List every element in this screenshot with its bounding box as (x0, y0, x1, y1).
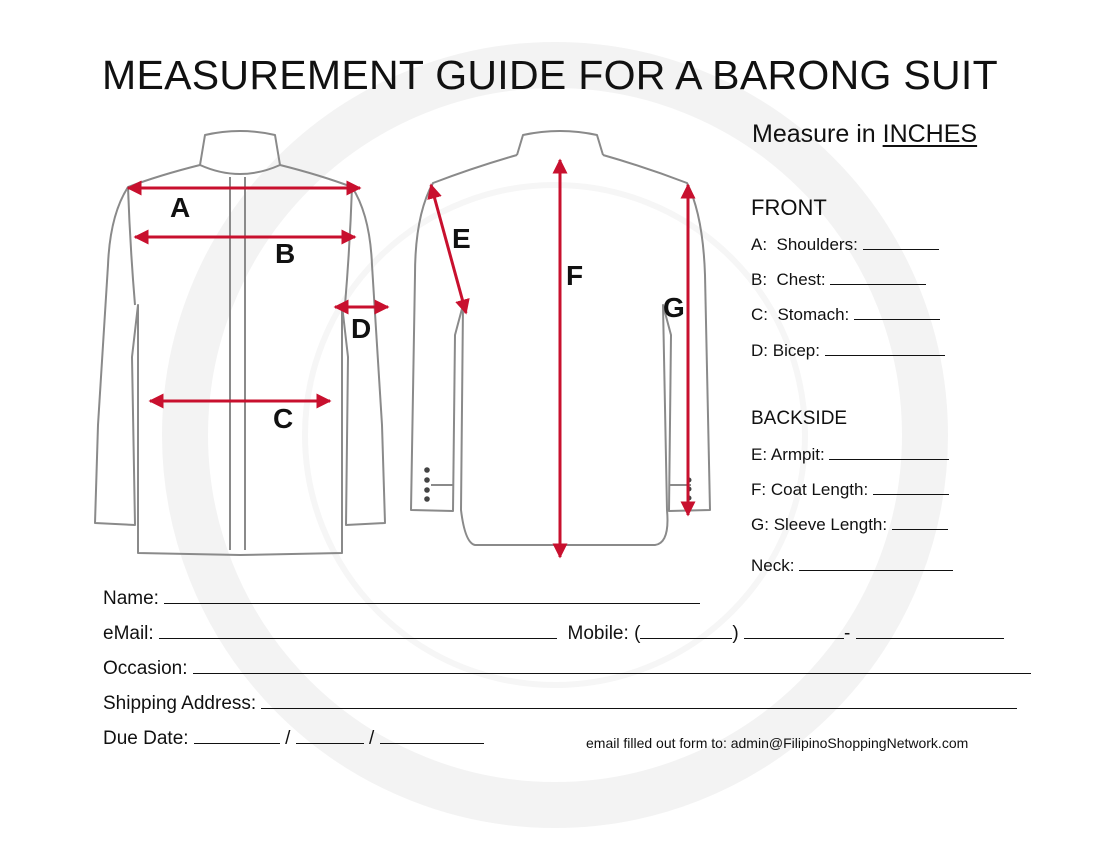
label-e: E (452, 223, 471, 254)
front-body-outline (95, 165, 385, 555)
back-collar (517, 131, 603, 155)
label-b: B (275, 238, 296, 269)
neck-field[interactable] (799, 556, 953, 571)
front-jacket-diagram (80, 125, 410, 565)
back-heading: BACKSIDE (751, 408, 848, 429)
unit-prefix: Measure in (752, 120, 876, 148)
item-label: Chest: (776, 270, 826, 289)
unit-instruction (752, 120, 977, 149)
bicep-field[interactable] (825, 341, 945, 356)
due-day-field[interactable] (296, 729, 364, 744)
address-field[interactable] (261, 694, 1017, 709)
front-heading: FRONT (751, 195, 827, 220)
due-year-field[interactable] (380, 729, 484, 744)
back-jacket-diagram (405, 125, 715, 565)
mobile-label: Mobile: (567, 623, 629, 644)
mobile-number-field[interactable] (856, 624, 1004, 639)
name-row (103, 588, 700, 610)
label-a: A (170, 192, 191, 223)
label-c: C (273, 403, 294, 434)
address-label: Shipping Address: (103, 693, 257, 714)
email-field[interactable] (159, 624, 557, 639)
label-f: F (566, 260, 584, 291)
page-title: MEASUREMENT GUIDE FOR A BARONG SUIT (102, 52, 998, 98)
stomach-field[interactable] (854, 305, 940, 320)
sleeve-length-field[interactable] (892, 515, 948, 530)
due-month-field[interactable] (194, 729, 280, 744)
address-row (103, 693, 1017, 715)
email-label: eMail: (103, 623, 154, 644)
item-key: F: (751, 480, 767, 499)
coat-length-field[interactable] (873, 480, 949, 495)
front-item-shoulders (751, 235, 939, 255)
shoulders-field[interactable] (863, 235, 939, 250)
item-key: E: (751, 445, 768, 464)
neck-item (751, 556, 953, 576)
due-date-label: Due Date: (103, 728, 189, 749)
email-instruction: email filled out form to: admin@FilipinoShoppingNetwork.com (586, 735, 969, 751)
item-label: Sleeve Length: (773, 515, 888, 534)
occasion-label: Occasion: (103, 658, 188, 679)
label-g: G (663, 292, 685, 323)
item-label: Stomach: (777, 305, 850, 324)
front-collar (200, 131, 280, 174)
back-item-armpit (751, 445, 949, 465)
occasion-row (103, 658, 1031, 680)
back-item-coat-length (751, 480, 949, 500)
name-field[interactable] (164, 589, 700, 604)
item-label: Shoulders: (776, 235, 858, 254)
due-date-row (103, 728, 484, 750)
armpit-field[interactable] (829, 445, 949, 460)
neck-label: Neck: (751, 556, 795, 575)
label-d: D (351, 313, 372, 344)
mobile-paren-open: ( (634, 623, 641, 644)
occasion-field[interactable] (193, 659, 1031, 674)
email-mobile-row (103, 623, 1004, 645)
item-key: D: (751, 341, 768, 360)
date-separator: / (368, 728, 375, 749)
item-key: B: (751, 270, 768, 289)
front-item-bicep (751, 341, 945, 361)
item-key: A: (751, 235, 768, 254)
mobile-area-code-field[interactable] (640, 624, 732, 639)
item-label: Bicep: (772, 341, 820, 360)
unit-emphasis: INCHES (882, 120, 978, 148)
mobile-paren-close: ) (732, 623, 739, 644)
back-item-sleeve-length (751, 515, 948, 535)
date-separator: / (285, 728, 291, 749)
front-item-chest (751, 270, 926, 290)
item-key: C: (751, 305, 768, 324)
item-label: Armpit: (770, 445, 825, 464)
item-label: Coat Length: (770, 480, 869, 499)
front-item-stomach (751, 305, 940, 325)
mobile-dash: - (844, 623, 851, 644)
chest-field[interactable] (830, 270, 926, 285)
item-key: G: (751, 515, 769, 534)
mobile-prefix-field[interactable] (744, 624, 844, 639)
name-label: Name: (103, 588, 159, 609)
